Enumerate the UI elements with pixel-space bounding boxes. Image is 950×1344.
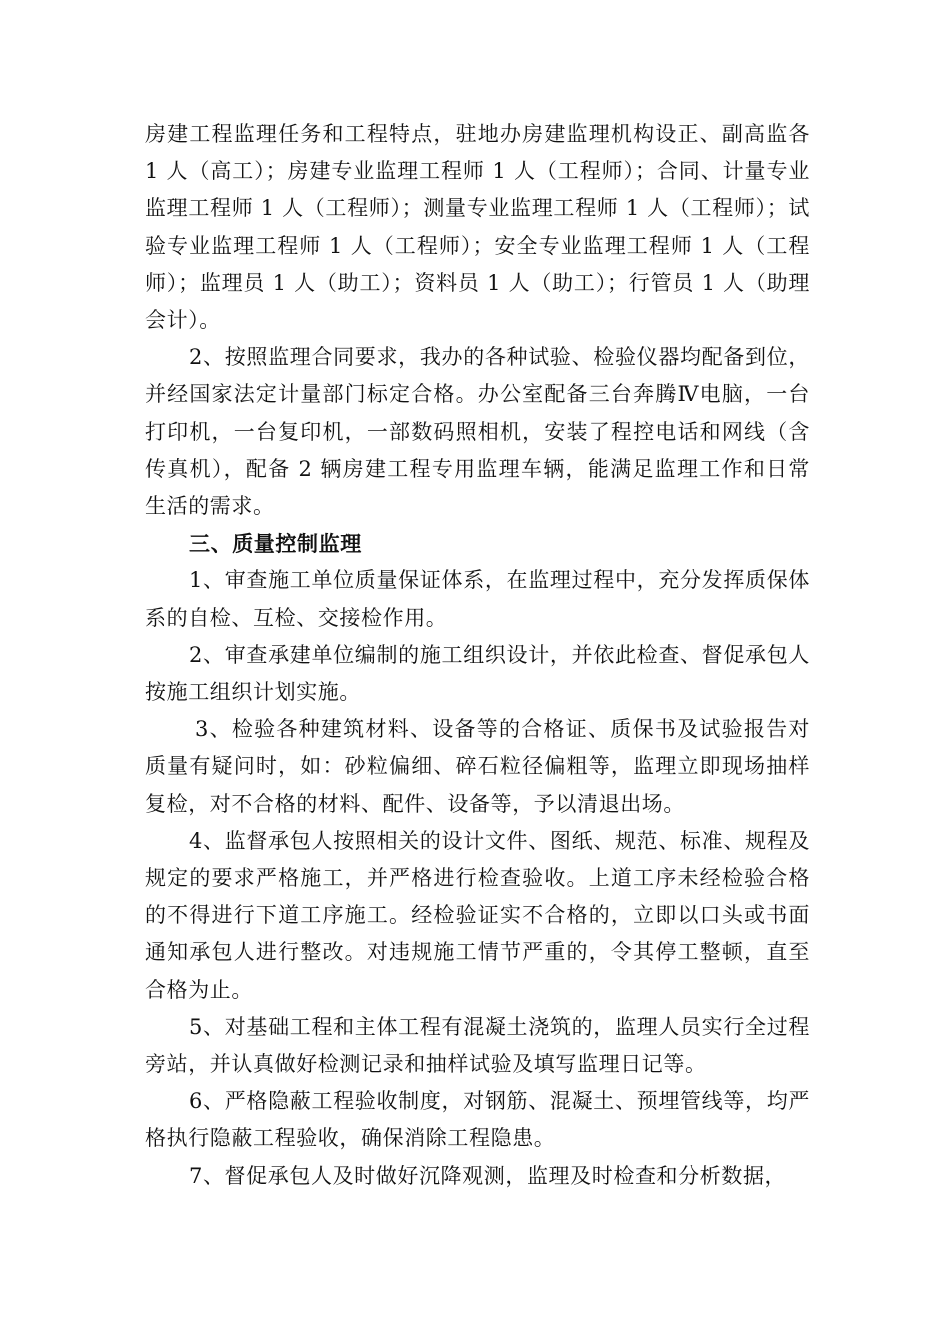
paragraph-item-5: 5、对基础工程和主体工程有混凝土浇筑的，监理人员实行全过程旁站，并认真做好检测记录和抽样试验及填写监理日记等。 xyxy=(145,1014,810,1077)
section-heading-quality-control: 三、质量控制监理 xyxy=(189,531,362,557)
paragraph-item-2: 2、审查承建单位编制的施工组织设计，并依此检查、督促承包人按施工组织计划实施。 xyxy=(145,642,810,705)
paragraph-item-6: 6、严格隐蔽工程验收制度，对钢筋、混凝土、预埋管线等，均严格执行隐蔽工程验收，确保消除工程隐患。 xyxy=(145,1089,810,1151)
paragraph-staffing: 房建工程监理任务和工程特点，驻地办房建监理机构设正、副高监各 1 人（高工）；房建专业监理工程师 1 人（工程师）；合同、计量专业监理工程师 1 人（工程师）；测量专业监理工程师 1 人（工程师）；试验专业监理工程师 1 人（工程师）；安全专业监理工程师 1 人（工程师）；监理员 1 人（助工）；资料员 1 人（助工）；行管员 1 人（助理会计）。 xyxy=(145,122,810,333)
paragraph-item-1: 1、审查施工单位质量保证体系，在监理过程中，充分发挥质保体系的自检、互检、交接检作用。 xyxy=(145,568,810,630)
paragraph-item-4: 4、监督承包人按照相关的设计文件、图纸、规范、标准、规程及规定的要求严格施工，并严格进行检查验收。上道工序未经检验合格的不得进行下道工序施工。经检验证实不合格的，立即以口头或书面通知承包人进行整改。对违规施工情节严重的，令其停工整顿，直至合格为止。 xyxy=(145,828,810,1002)
document-body xyxy=(145,116,810,1195)
paragraph-equipment: 2、按照监理合同要求，我办的各种试验、检验仪器均配备到位，并经国家法定计量部门标定合格。办公室配备三台奔腾Ⅳ电脑，一台打印机，一台复印机，一部数码照相机，安装了程控电话和网线（含传真机），配备 2 辆房建工程专用监理车辆，能满足监理工作和日常生活的需求。 xyxy=(145,345,810,519)
paragraph-item-3: 3、检验各种建筑材料、设备等的合格证、质保书及试验报告对质量有疑问时，如：砂粒偏细、碎石粒径偏粗等，监理立即现场抽样复检，对不合格的材料、配件、设备等，予以清退出场。 xyxy=(145,717,810,816)
paragraph-item-7: 7、督促承包人及时做好沉降观测，监理及时检查和分析数据， xyxy=(189,1163,787,1188)
